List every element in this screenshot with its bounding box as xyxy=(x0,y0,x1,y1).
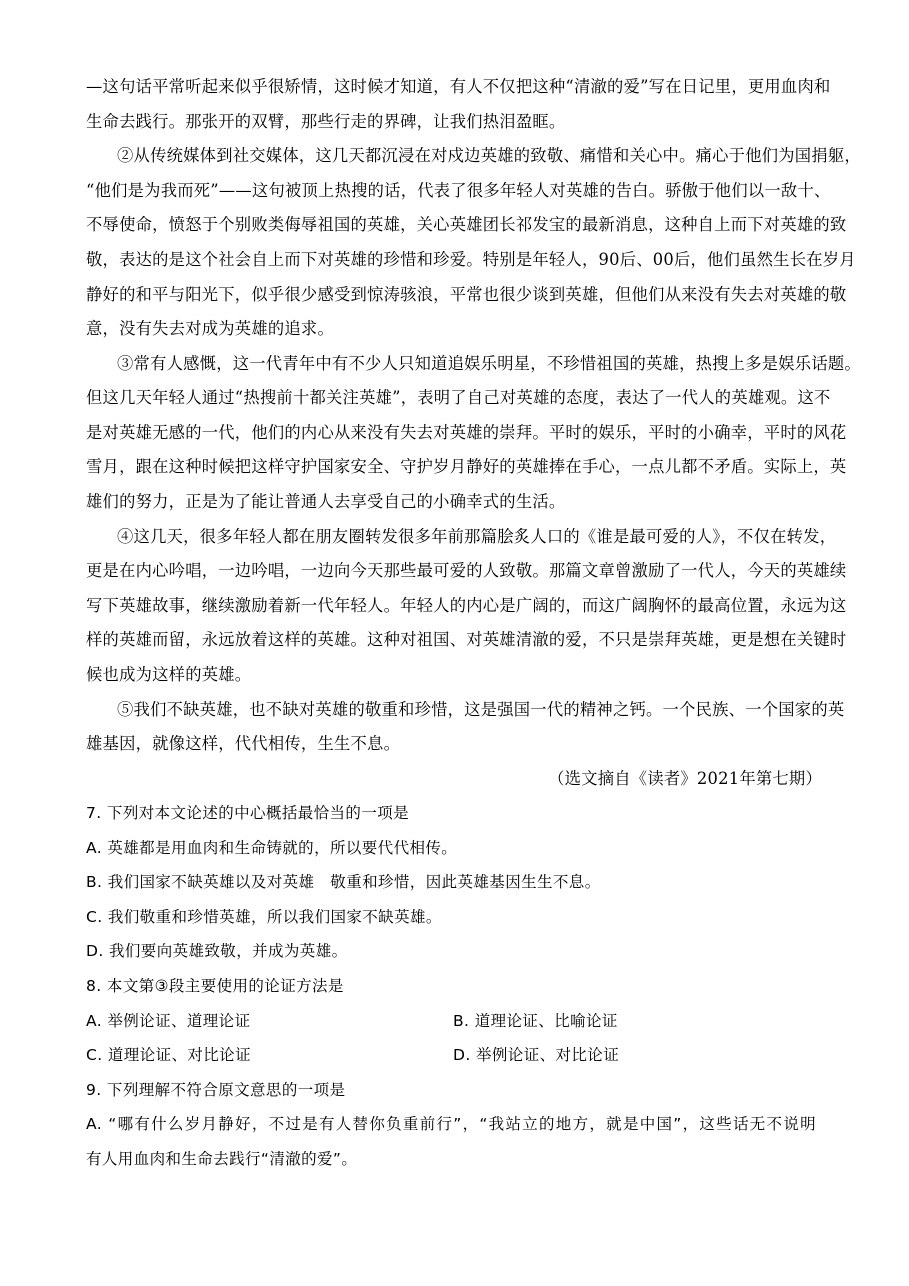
article-line: “他们是为我而死”——这句被顶上热搜的话，代表了很多年轻人对英雄的告白。骄傲于他们以一敌十、 xyxy=(86,181,831,200)
article-line: 雄们的努力，正是为了能让普通人去享受自己的小确幸式的生活。 xyxy=(86,492,566,511)
article-line: 雄基因，就像这样，代代相传，生生不息。 xyxy=(86,734,401,753)
question-8-stem: 8. 本文第③段主要使用的论证方法是 xyxy=(86,977,344,995)
article-line: 是对英雄无感的一代，他们的内心从来没有失去对英雄的崇拜。平时的娱乐，平时的小确幸，平时的风花 xyxy=(86,423,847,442)
question-8-option-a: A. 举例论证、道理论证 xyxy=(86,1012,251,1030)
article-line: 候也成为这样的英雄。 xyxy=(86,665,252,684)
article-line: —这句话平常听起来似乎很矫情，这时候才知道，有人不仅把这种“清澈的爱”写在日记里，更用血肉和 xyxy=(86,77,831,96)
question-7-option-d: D. 我们要向英雄致敬，并成为英雄。 xyxy=(86,942,348,960)
question-9-option-a-line: A. “哪有什么岁月静好，不过是有人替你负重前行”，“我站立的地方，就是中国”，这些话无不说明 xyxy=(86,1115,816,1133)
question-7-option-c: C. 我们敬重和珍惜英雄，所以我们国家不缺英雄。 xyxy=(86,908,442,926)
question-9-option-a-line: 有人用血肉和生命去践行“清澈的爱”。 xyxy=(86,1150,358,1168)
question-8-option-b: B. 道理论证、比喻论证 xyxy=(453,1012,618,1030)
article-line: ⑤我们不缺英雄，也不缺对英雄的敬重和珍惜，这是强国一代的精神之钙。一个民族、一个国家的英 xyxy=(117,700,845,719)
question-7-stem: 7. 下列对本文论述的中心概括最恰当的一项是 xyxy=(86,804,410,822)
article-line: 生命去践行。那张开的双臂，那些行走的界碑，让我们热泪盈眶。 xyxy=(86,112,566,131)
question-8-option-c: C. 道理论证、对比论证 xyxy=(86,1046,251,1064)
article-line: 雪月，跟在这种时候把这样守护国家安全、守护岁月静好的英雄捧在手心，一点儿都不矛盾。实际上，英 xyxy=(86,457,847,476)
article-line: 样的英雄而留，永远放着这样的英雄。这种对祖国、对英雄清澈的爱，不只是崇拜英雄，更是想在关键时 xyxy=(86,630,847,649)
article-source: （选文摘自《读者》2021年第七期） xyxy=(548,769,822,788)
article-line: 静好的和平与阳光下，似乎很少感受到惊涛骇浪，平常也很少谈到英雄，但他们从来没有失去对英雄的敬 xyxy=(86,285,847,304)
question-7-option-a: A. 英雄都是用血肉和生命铸就的，所以要代代相传。 xyxy=(86,839,458,857)
article-line: 写下英雄故事，继续激励着新一代年轻人。年轻人的内心是广阔的，而这广阔胸怀的最高位置，永远为这 xyxy=(86,596,847,615)
question-9-stem: 9. 下列理解不符合原文意思的一项是 xyxy=(86,1081,346,1099)
article-line: 更是在内心吟唱，一边吟唱，一边向今天那些最可爱的人致敬。那篇文章曾激励了一代人，今天的英雄续 xyxy=(86,561,847,580)
question-8-option-d: D. 举例论证、对比论证 xyxy=(453,1046,620,1064)
article-line: 意，没有失去对成为英雄的追求。 xyxy=(86,319,334,338)
question-7-option-b: B. 我们国家不缺英雄以及对英雄 敬重和珍惜，因此英雄基因生生不息。 xyxy=(86,873,601,891)
article-line: ③常有人感慨，这一代青年中有不少人只知道追娱乐明星，不珍惜祖国的英雄，热搜上多是娱乐话题。 xyxy=(117,354,861,373)
article-line: 但这几天年轻人通过“热搜前十都关注英雄”，表明了自己对英雄的态度，表达了一代人的英雄观。这不 xyxy=(86,388,831,407)
article-line: ④这几天，很多年轻人都在朋友圈转发很多年前那篇脍炙人口的《谁是最可爱的人》，不仅在转发， xyxy=(117,527,837,546)
article-line: ②从传统媒体到社交媒体，这几天都沉浸在对戍边英雄的致敬、痛惜和关心中。痛心于他们为国捐躯， xyxy=(117,146,861,165)
article-line: 不辱使命，愤怒于个别败类侮辱祖国的英雄，关心英雄团长祁发宝的最新消息，这种自上而下对英雄的致 xyxy=(86,215,847,234)
article-line: 敬，表达的是这个社会自上而下对英雄的珍惜和珍爱。特别是年轻人，90后、00后，他们虽然生长在岁月 xyxy=(86,250,856,269)
